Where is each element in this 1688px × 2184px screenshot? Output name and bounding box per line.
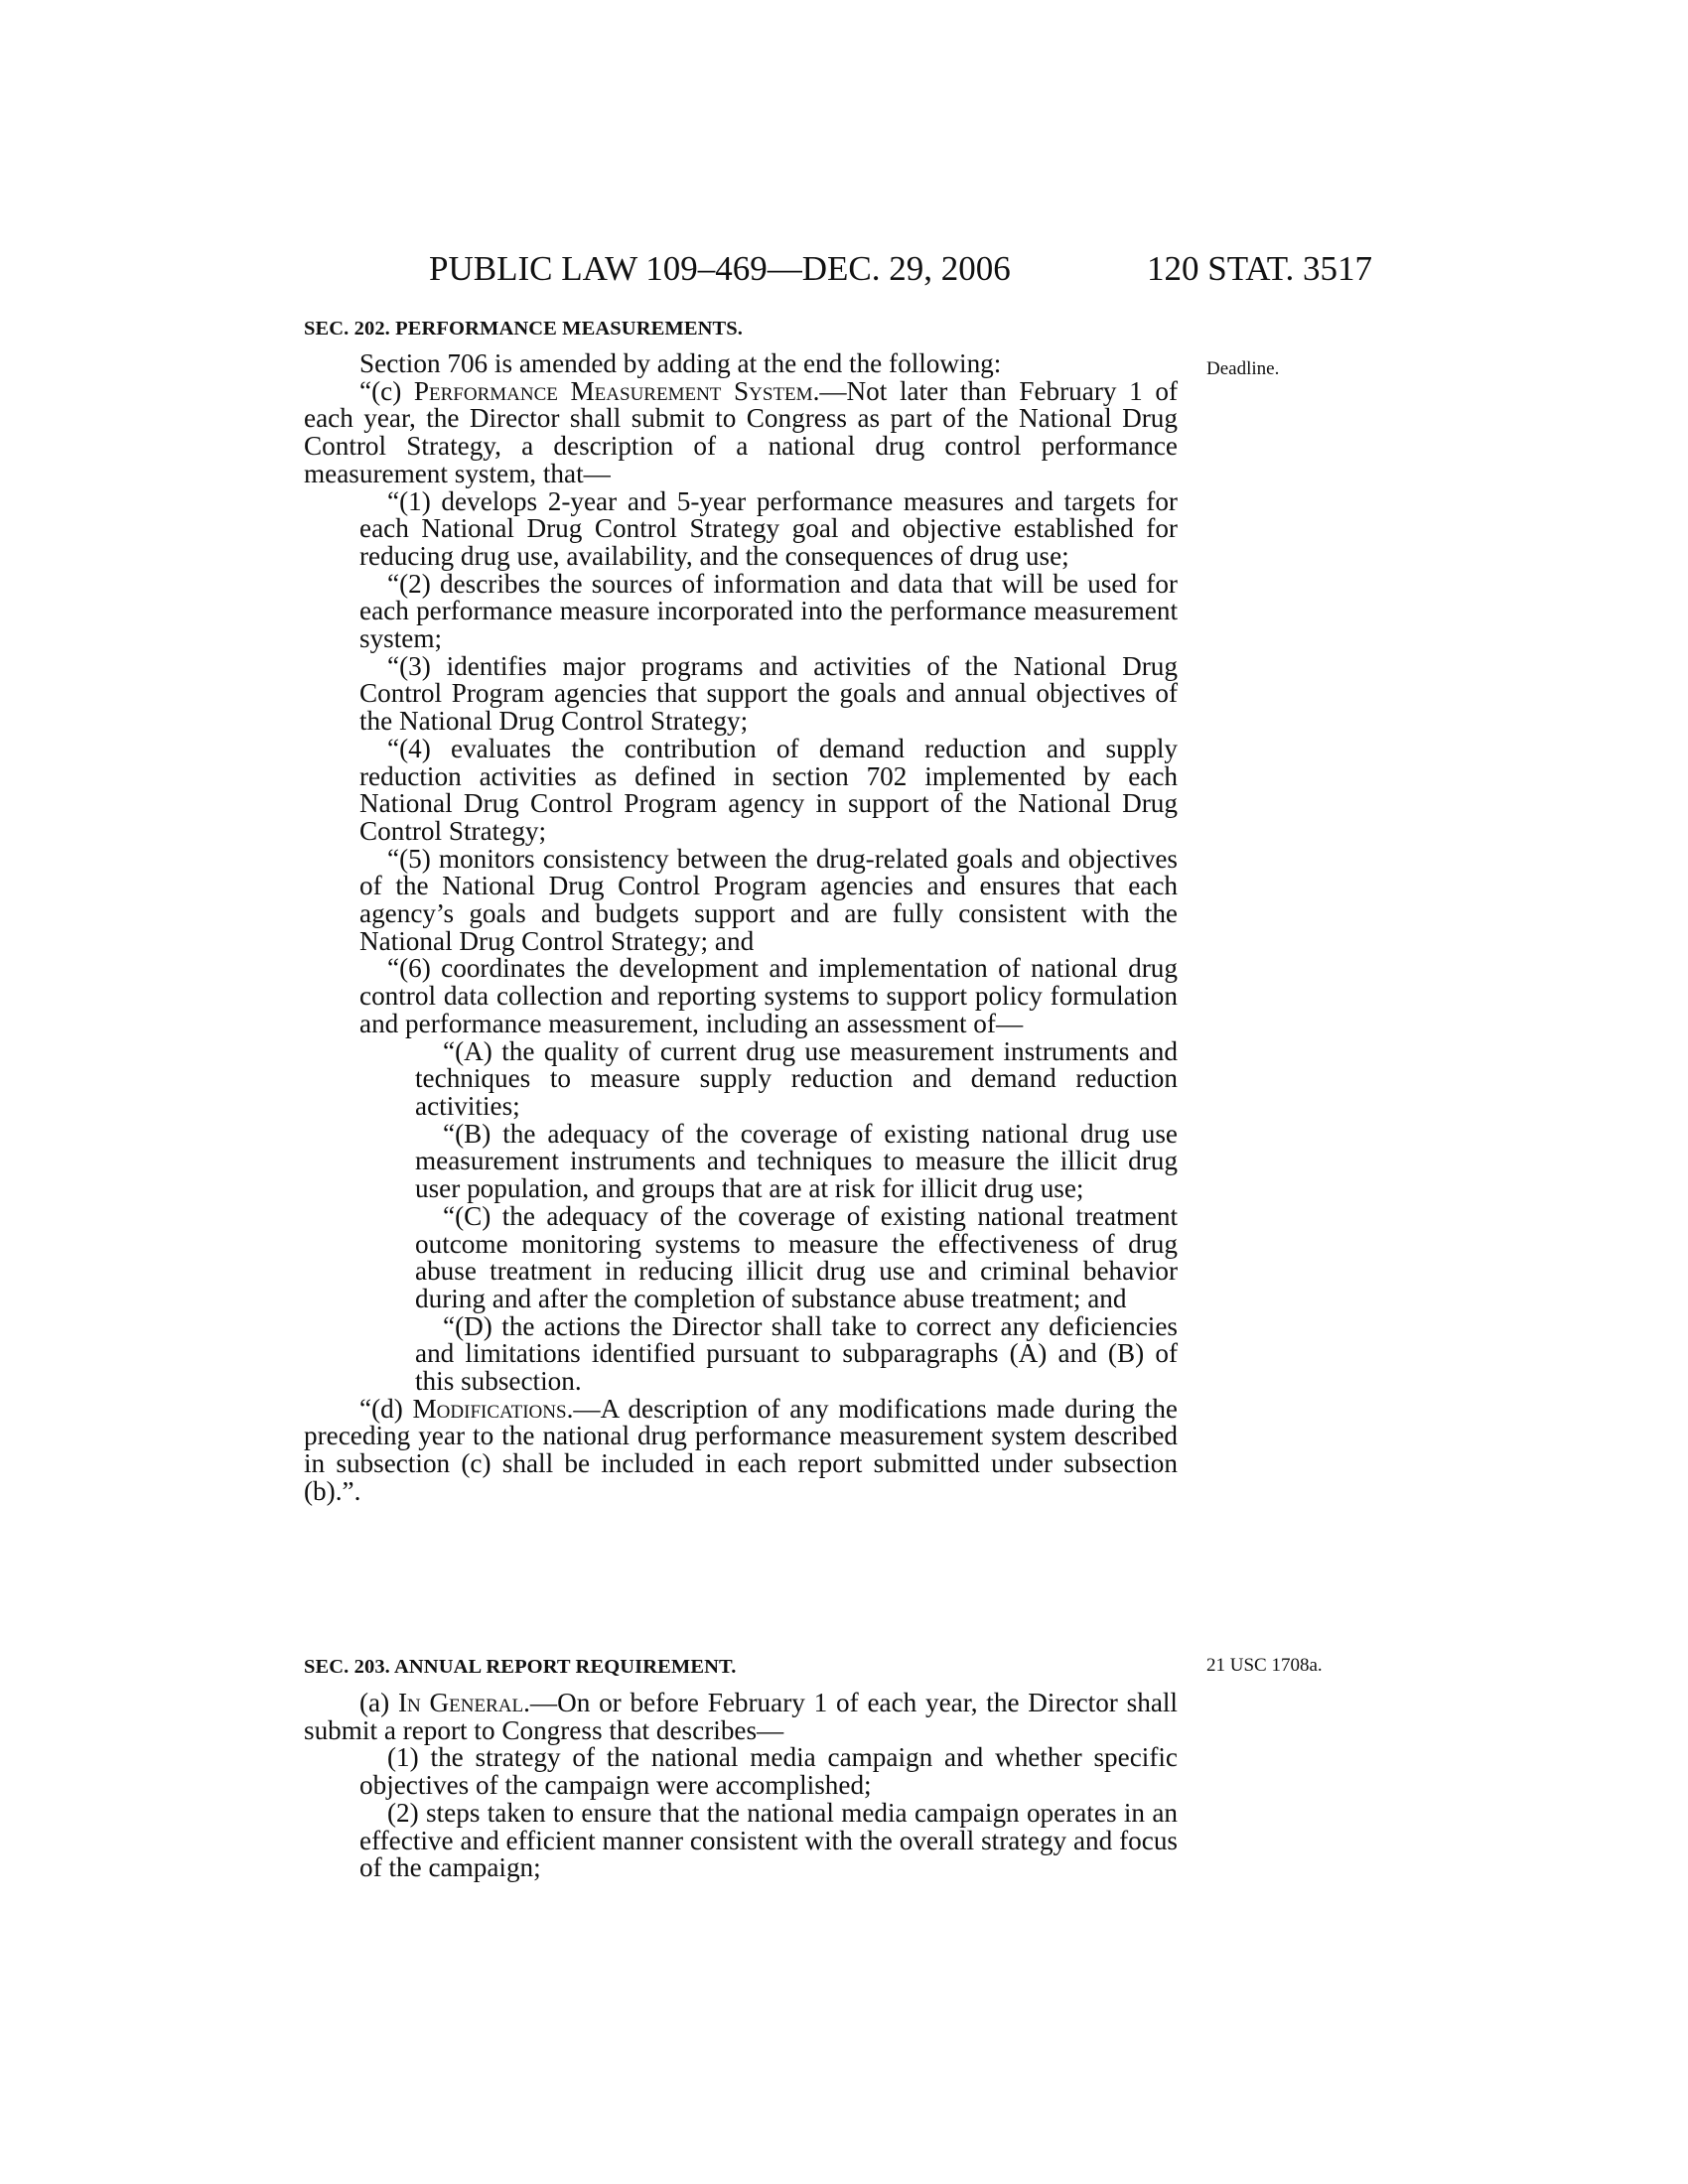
- subsection-c: “(c) Performance Measurement System.—Not later than February 1 of each year, the Director shall submit to Congress as part of the National Drug Control Strategy, a description of a national drug control performance measurement system, that—: [304, 375, 1178, 488]
- section-202-intro: Section 706 is amended by adding at the end the following:: [359, 348, 1002, 378]
- subparagraph-a: “(A) the quality of current drug use measurement instruments and techniques to measure supply reduction and demand reduction activities;: [415, 1035, 1178, 1121]
- paragraph-5: “(5) monitors consistency between the drug-related goals and objectives of the National Drug Control Program agencies and ensures that each agency’s goals and budgets support and are fully consistent with the National Drug Control Strategy; and: [359, 843, 1178, 956]
- paragraph-3: “(3) identifies major programs and activities of the National Drug Control Program agencies that support the goals and annual objectives of the National Drug Control Strategy;: [359, 650, 1178, 737]
- margin-note-deadline: Deadline.: [1206, 358, 1280, 379]
- paragraph-6: “(6) coordinates the development and implementation of national drug control data collection and reporting systems to support policy formulation and performance measurement, including an assessment of—: [359, 953, 1178, 1038]
- subparagraph-c: “(C) the adequacy of the coverage of existing national treatment outcome monitoring systems to measure the effectiveness of drug abuse treatment in reducing illicit drug use and criminal behavior during and after the completion of substance abuse treatment; and: [415, 1200, 1178, 1313]
- report-item-2: (2) steps taken to ensure that the national media campaign operates in an effective and efficient manner consistent with the overall strategy and focus of the campaign;: [359, 1797, 1178, 1883]
- running-head-title: PUBLIC LAW 109–469—DEC. 29, 2006: [429, 249, 1011, 288]
- section-202-heading: SEC. 202. PERFORMANCE MEASUREMENTS.: [304, 318, 743, 340]
- section-203-heading: SEC. 203. ANNUAL REPORT REQUIREMENT.: [304, 1656, 737, 1678]
- subparagraph-b: “(B) the adequacy of the coverage of existing national drug use measurement instruments and techniques to measure the illicit drug user population, and groups that are at risk for illicit drug use;: [415, 1118, 1178, 1204]
- margin-note-usc: 21 USC 1708a.: [1206, 1655, 1323, 1676]
- report-item-1: (1) the strategy of the national media campaign and whether specific objectives of the campaign were accomplished;: [359, 1742, 1178, 1801]
- running-head-page-number: 120 STAT. 3517: [1147, 249, 1372, 288]
- paragraph-2: “(2) describes the sources of information and data that will be used for each performance measure incorporated into the performance measurement system;: [359, 568, 1178, 654]
- subsection-d: “(d) Modifications.—A description of any modifications made during the preceding year to the national drug performance measurement system described in subsection (c) shall be included in each report submitted under subsection (b).”.: [304, 1393, 1178, 1506]
- section-203: [304, 1654, 1178, 1882]
- paragraph-1: “(1) develops 2-year and 5-year performance measures and targets for each National Drug Control Strategy goal and objective established for reducing drug use, availability, and the consequences of drug use;: [359, 485, 1178, 571]
- subsection-d-caption: Modifications: [412, 1393, 567, 1424]
- paragraph-4: “(4) evaluates the contribution of demand reduction and supply reduction activities as defined in section 702 implemented by each National Drug Control Program agency in support of the National Drug Control Strategy;: [359, 733, 1178, 846]
- subsection-a-caption: In General: [397, 1688, 524, 1717]
- subsection-c-caption: Performance Measurement System: [413, 375, 813, 406]
- subsection-a: (a) In General.—On or before February 1 of each year, the Director shall submit a report to Congress that describes—: [304, 1688, 1178, 1745]
- section-202: [304, 316, 1178, 1506]
- subparagraph-d: “(D) the actions the Director shall take to correct any deficiencies and limitations identified pursuant to subparagraphs (A) and (B) of this subsection.: [415, 1310, 1178, 1397]
